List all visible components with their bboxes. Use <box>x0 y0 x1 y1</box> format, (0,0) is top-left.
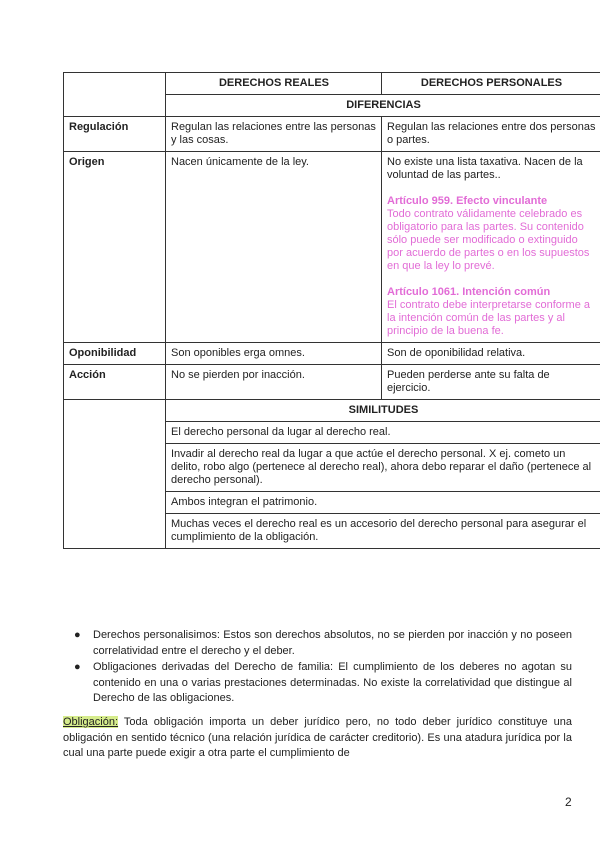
cell-reales: Son oponibles erga omnes. <box>166 343 382 365</box>
row-label-regulacion: Regulación <box>64 117 166 152</box>
row-label-oponibilidad: Oponibilidad <box>64 343 166 365</box>
article-959-text: Todo contrato válidamente celebrado es obligatorio para las partes. Su contenido sólo puede ser modificado o extinguido por acuerdo de partes o en los supuestos en que la ley lo prevé. <box>387 208 590 272</box>
cell-personales-text: No existe una lista taxativa. Nacen de la voluntad de las partes.. <box>387 156 583 181</box>
article-959-title: Artículo 959. Efecto vinculante <box>387 195 548 207</box>
similitud-row: Muchas veces el derecho real es un accesorio del derecho personal para asegurar el cumplimiento de la obligación. <box>166 514 600 549</box>
header-similitudes: SIMILITUDES <box>166 400 600 422</box>
similitud-row: El derecho personal da lugar al derecho real. <box>166 422 600 444</box>
list-item <box>72 660 572 707</box>
bullet-dot-icon: ● <box>74 661 81 673</box>
article-1061-text: El contrato debe interpretarse conforme a la intención común de las partes y al principio de la buena fe. <box>387 299 591 337</box>
obligacion-text: Toda obligación importa un deber jurídico pero, no todo deber jurídico constituye una obligación en sentido técnico (una relación jurídica de carácter creditorio). Es una atadura jurídica por la cual una parte puede exigir a otra parte el cumplimiento de <box>63 716 572 759</box>
obligacion-highlight: Obligación: <box>63 716 119 728</box>
table-row <box>64 152 600 343</box>
cell-reales: No se pierden por inacción. <box>166 365 382 400</box>
cell-personales: Regulan las relaciones entre dos personas o partes. <box>382 117 600 152</box>
row-label-accion: Acción <box>64 365 166 400</box>
row-label-origen: Origen <box>64 152 166 343</box>
table-row <box>64 117 600 152</box>
empty-corner-cell <box>64 73 166 117</box>
bullet-list <box>72 628 572 708</box>
cell-reales: Nacen únicamente de la ley. <box>166 152 382 343</box>
similitud-row: Invadir al derecho real da lugar a que actúe el derecho personal. X ej. cometo un delito, robo algo (pertenece al derecho real), ahora debo reparar el daño (pertenece al derecho personal). <box>166 444 600 492</box>
table-row <box>64 365 600 400</box>
cell-reales: Regulan las relaciones entre las personas y las cosas. <box>166 117 382 152</box>
list-item <box>72 628 572 659</box>
cell-personales-origen <box>382 152 600 343</box>
article-1061-title: Artículo 1061. Intención común <box>387 286 551 298</box>
bullet-dot-icon: ● <box>74 629 81 641</box>
comparison-table <box>63 72 600 549</box>
empty-similitudes-cell <box>64 400 166 549</box>
obligacion-paragraph <box>63 715 572 762</box>
similitud-row: Ambos integran el patrimonio. <box>166 492 600 514</box>
header-derechos-reales: DERECHOS REALES <box>166 73 382 95</box>
table-row <box>64 343 600 365</box>
page-number: 2 <box>565 795 572 809</box>
bullet-text: Obligaciones derivadas del Derecho de familia: El cumplimiento de los deberes no agotan su contenido en una o varias prestaciones determinadas. No existe la correlatividad que distingue al Derecho de las obligaciones. <box>93 661 572 704</box>
header-derechos-personales: DERECHOS PERSONALES <box>382 73 600 95</box>
cell-personales: Son de oponibilidad relativa. <box>382 343 600 365</box>
bullet-text: Derechos personalisimos: Estos son derechos absolutos, no se pierden por inacción y no poseen correlatividad entre el derecho y el deber. <box>93 629 572 657</box>
header-diferencias: DIFERENCIAS <box>166 95 600 117</box>
cell-personales: Pueden perderse ante su falta de ejercicio. <box>382 365 600 400</box>
